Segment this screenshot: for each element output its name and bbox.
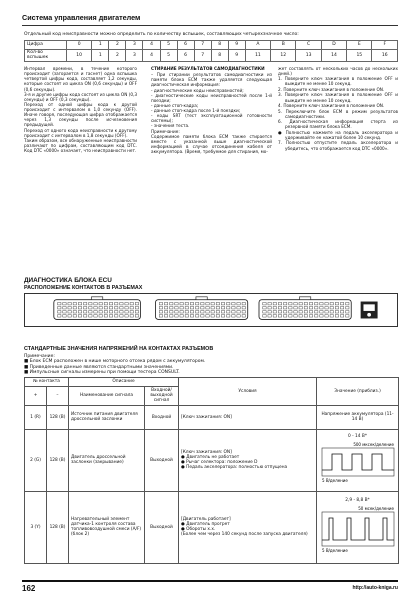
ecu-heading: ДИАГНОСТИКА БЛОКА ECU [24,277,112,284]
flash-cell: 2 [109,50,126,62]
text-column-right [278,66,398,151]
list-item: 1. Поверните ключ зажигания в положение OFF и выждите не менее 10 секунд. [278,76,398,87]
flash-cell: 13 [296,50,321,62]
paragraph: Интервал времени, в течение которого происходит (загорается и гаснет) одна вспышка четвертой цифры кода, составляет 1,2 секунды, которые состоят из цикла ON (0,6 секунды) и OFF (0,6 секунды). [24,66,137,92]
pin-plus: 2 (G) [25,429,47,491]
pin-plus: 1 (R) [25,405,47,429]
flash-row [25,50,398,62]
signal-conditions [179,491,317,563]
condition-line: ● Педаль акселератора: полностью отпущена [181,465,288,471]
signal-io: Выходной [145,491,179,563]
digit-cell: 9 [228,41,245,50]
pin-minus: 128 (B) [47,491,69,563]
digit-cell: 4 [143,41,160,50]
paragraph: Содержимое памяти блока ECM также стирается вместе с указанной выше диагностической информацией в случае отсоединения кабеля от аккумулятора. (Время, требуемое для стирания, мо- [151,133,272,154]
paragraph: жет составлять от нескольких часов до нескольких дней.) [278,66,398,77]
pin-plus: 3 (Y) [25,491,47,563]
paragraph: - данные стоп-кадра после 1-й поездки; [151,108,241,113]
flash-cell: 12 [271,50,296,62]
flash-cell: 15 [347,50,372,62]
value-text: 2,9 - 8,8 В* [345,498,370,504]
paragraph: 3-я и другие цифры кода состоят из цикла ON (0,3 секунды) и OFF (0,3 секунды). [24,91,137,102]
table-row [25,491,399,563]
signal-io: Выходной [145,429,179,491]
page-header [22,12,398,26]
list-item: ● Полностью нажмите на педаль акселератора и удерживайте ее нажатой более 10 секунд. [278,129,398,140]
signal-conditions: [Ключ зажигания: ON] [179,405,317,429]
digit-cell: 2 [109,41,126,50]
list-item: 7. Полностью отпустите педаль акселератора и убедитесь, что отображается код DTC «0000». [278,140,398,151]
header-signal-name: Наименование сигнала [69,387,145,406]
page-footer [22,580,398,592]
signal-value [317,429,399,491]
time-scale-label: 50 мсек/деление [357,505,394,511]
list-item: 3. Поверните ключ зажигания в положение OFF и выждите не менее 10 секунд. [278,92,398,103]
row-label-digit: Цифра [25,41,67,50]
voltage-scale-label: 5 В/деление [321,547,348,553]
paragraph: Переход от одного кода неисправности к другому происходит с интервалом в 1,8 секунды (OFF). [24,127,137,138]
flash-cell: 6 [177,50,194,62]
digit-cell: 7 [194,41,211,50]
connector-middle [155,297,247,320]
paragraph: - диагностические коды неисправностей; [151,87,244,93]
header-minus: – [47,387,69,406]
header-value: Значение (приблиз.) [317,378,399,406]
erase-steps [278,76,398,150]
paragraph: - коды SRT (тест эксплуатационной готовности системы); [151,113,272,124]
condition-line: ● Обороты х.х. [181,527,216,533]
pin-voltage-table [24,377,399,564]
flash-code-table [24,40,398,62]
note-bullet: ■ Блок ECM расположен в нише моторного отсека рядом с аккумулятором. [24,359,206,365]
page-title: Система управления двигателем [22,13,141,23]
text-column-left [24,66,137,153]
paragraph: – При стирании результатов самодиагностики из памяти блока ECM также удаляется следующая диагностическая информация: [151,72,272,88]
signal-value: Напряжение аккумулятора (11-14 В) [317,405,399,429]
flash-cell: 16 [372,50,398,62]
digit-cell: 5 [160,41,177,50]
list-item: 4. Поверните ключ зажигания в положение ON. [278,103,385,109]
digit-cell: 1 [92,41,109,50]
header-description: Описание [69,378,179,387]
voltage-scale-label: 5 В/деление [321,477,348,483]
flash-cell: 4 [143,50,160,62]
header-plus: + [25,387,47,406]
footer-url: http://auto-kniga.ru [352,585,398,591]
list-item: 2. Поверните ключ зажигания в положение ON. [278,86,385,92]
connector-diagram [24,293,398,327]
std-notes [24,354,398,376]
signal-name: Нагревательный элемент датчика-1 контроля состава топливовоздушной смеси (A/F) (блок 2) [69,491,145,563]
digit-cell: 8 [211,41,228,50]
connector-right [259,297,351,320]
note-bullet: ■ Импульсные сигналы измерены при помощи тестера CONSULT. [24,370,180,376]
condition-line: [Ключ зажигания: ON] [181,449,232,455]
digit-cell: 0 [67,41,92,50]
pin-minus: 128 (B) [47,405,69,429]
digit-cell: D [321,41,346,50]
flash-cell: 7 [194,50,211,62]
signal-name: Двигатель дроссельной заслонки (закрывание) [69,429,145,491]
connector-left [54,297,141,320]
table-row [25,405,399,429]
std-values-heading: СТАНДАРТНЫЕ ЗНАЧЕНИЯ НАПРЯЖЕНИЙ НА КОНТАКТАХ РАЗЪЕМОВ [24,346,214,352]
signal-conditions [179,429,317,491]
row-label-flashes: Кол-во вспышек [25,50,67,62]
table-row [25,429,399,491]
flash-cell: 9 [228,50,245,62]
digit-cell: 6 [177,41,194,50]
digit-cell: F [372,41,398,50]
page-number: 162 [22,584,36,593]
condition-line: (Более чем через 140 секунд после запуска двигателя) [181,532,308,538]
signal-value [317,491,399,563]
digit-cell: 3 [126,41,143,50]
flash-cell: 14 [321,50,346,62]
digit-cell: C [296,41,321,50]
oscilloscope-waveform [320,440,396,484]
digit-row [25,41,398,50]
condition-line: [Двигатель работает] [181,516,231,522]
list-item: 5. Переключите блок ECM в режим результатов самодиагностики. [278,108,398,119]
note-label: Примечание: [24,354,55,359]
connector-heading: РАСПОЛОЖЕНИЕ КОНТАКТОВ В РАЗЪЕМАХ [24,285,143,291]
digit-cell: A [245,41,270,50]
list-item: 6. Диагностическая информация стерта из резервной памяти блока ECM. [278,119,398,130]
paragraph: Переход от одной цифры кода к другой происходит с интервалом в 1,0 секунду (OFF). Иначе говоря, последующая цифра отображается через 1,3 секунды после исчезновения предыдущей. [24,101,137,128]
paragraph: - диагностические коды неисправностей после 1-й поездки; [151,92,272,103]
text-column-middle [151,66,272,154]
flash-cell: 8 [211,50,228,62]
value-text: 0 - 14 В* [348,434,367,440]
header-conditions: Условия [179,378,317,406]
connector-view-icon [361,302,378,319]
intro-text: Отдельный код неисправности можно определить по количеству вспышек, составляющих четырехзначное число: [24,32,299,37]
flash-cell: 11 [245,50,270,62]
note-label: Примечание: [151,128,180,134]
paragraph: - данные стоп-кадра; [151,102,199,108]
condition-line: ● Двигатель прогрет [181,521,230,527]
header-io: Входной/выходной сигнал [145,387,179,406]
paragraph: Таким образом, все обнаруженные неисправности различают по цифрам, составляющим код DTC. Код DTC «0000» означает, что неисправности нет. [24,137,137,153]
oscilloscope-waveform [320,504,396,554]
header-contact: № контакта [25,378,69,387]
signal-name: Источник питания двигателя дроссельной заслонки [69,405,145,429]
flash-cell: 10 [67,50,92,62]
condition-line: ● Двигатель не работает [181,454,240,460]
flash-cell: 5 [160,50,177,62]
digit-cell: B [271,41,296,50]
erase-heading: СТИРАНИЕ РЕЗУЛЬТАТОВ САМОДИАГНОСТИКИ [151,66,265,71]
time-scale-label: 500 мксек/деление [352,441,394,447]
digit-cell: E [347,41,372,50]
pin-minus: 128 (B) [47,429,69,491]
condition-line: ● Рычаг селектора: положение D [181,460,258,466]
flash-cell: 3 [126,50,143,62]
table-header-row [25,378,399,387]
flash-cell: 1 [92,50,109,62]
note-bullet: ■ Приведенные данные являются стандартными значениями. [24,364,174,370]
signal-io: Входной [145,405,179,429]
paragraph: - значения теста. [151,123,190,129]
